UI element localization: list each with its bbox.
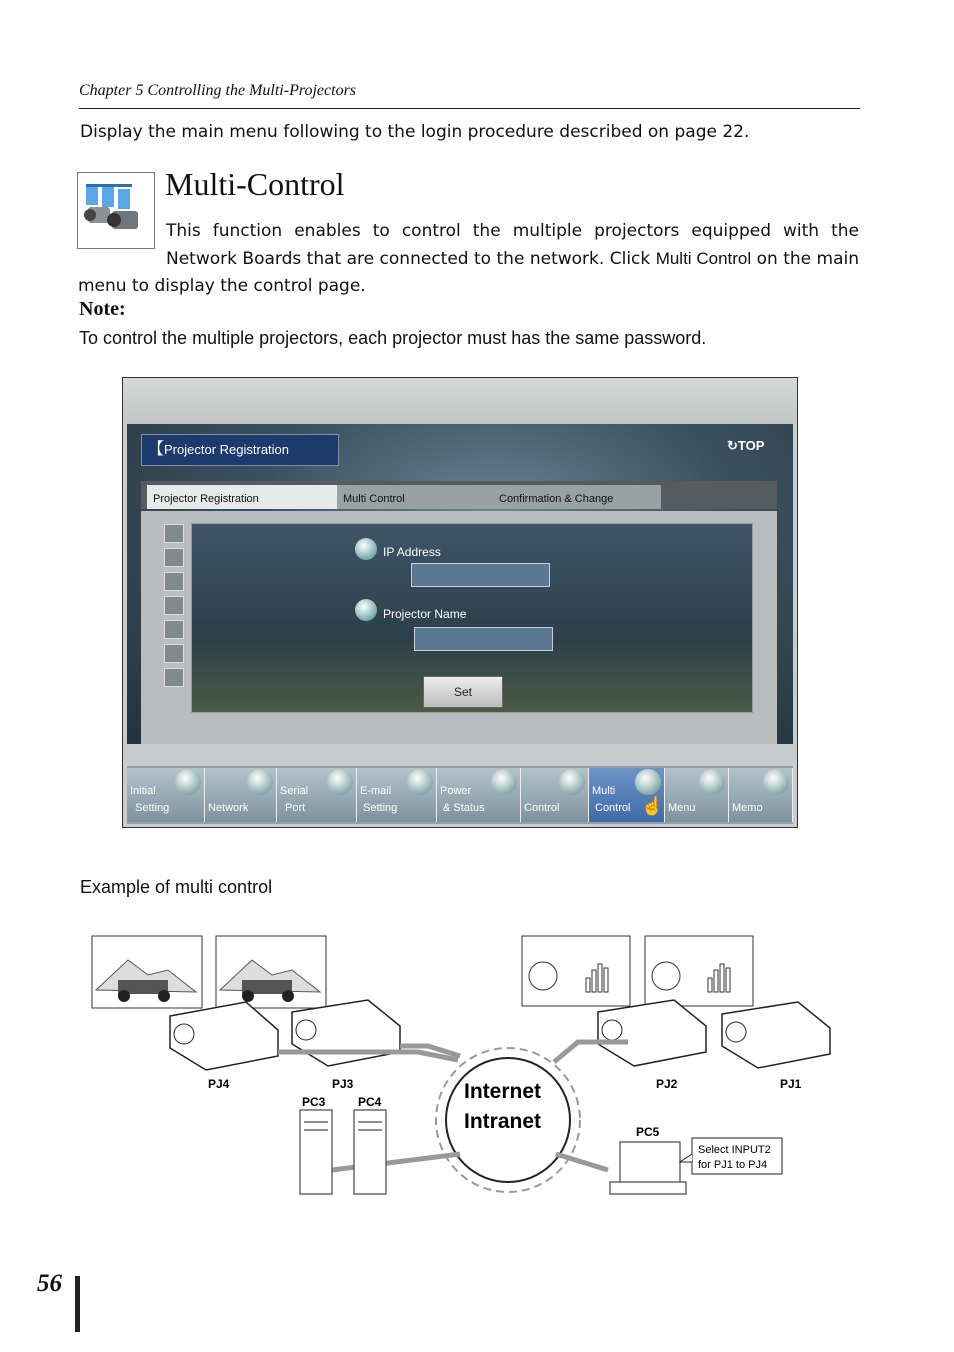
nav-control[interactable]: Control bbox=[521, 768, 589, 822]
projector-name-label: Projector Name bbox=[383, 607, 467, 621]
ip-address-label: IP Address bbox=[383, 545, 441, 559]
section-title: Multi-Control bbox=[165, 166, 345, 202]
checkbox[interactable] bbox=[164, 548, 184, 567]
refresh-icon: ↻ bbox=[727, 438, 738, 453]
label-internet: Internet bbox=[464, 1080, 542, 1103]
label-pc5: PC5 bbox=[636, 1125, 660, 1139]
menu-icon bbox=[559, 769, 585, 795]
intro-text: Display the main menu following to the login procedure described on page 22. bbox=[80, 122, 750, 142]
label-pj2: PJ2 bbox=[656, 1077, 678, 1091]
multi-control-link: Multi Control bbox=[655, 249, 752, 268]
header-rule bbox=[79, 108, 860, 109]
projector-pj2 bbox=[598, 1000, 706, 1066]
page-number-bar bbox=[75, 1276, 80, 1332]
label-pc4: PC4 bbox=[358, 1095, 382, 1109]
label-pc3: PC3 bbox=[302, 1095, 326, 1109]
screen-left-2 bbox=[216, 936, 326, 1008]
menu-icon bbox=[763, 769, 789, 795]
nav-serial-port[interactable]: Serial Port bbox=[277, 768, 357, 822]
nav-multi-control[interactable]: Multi Control ☝ bbox=[589, 768, 665, 822]
callout-line1: Select INPUT2 bbox=[698, 1144, 771, 1156]
screen-right-2 bbox=[645, 936, 753, 1006]
projector-icon bbox=[355, 599, 377, 621]
multi-control-diagram bbox=[88, 930, 838, 1200]
tab-bar bbox=[141, 481, 777, 509]
nav-email-setting[interactable]: E-mail Setting bbox=[357, 768, 437, 822]
menu-icon bbox=[699, 769, 725, 795]
section-paragraph: This function enables to control the multiple projectors equipped with the Network Boards that are connected to the network. Click Multi Control on the main menu to display the control page. bbox=[78, 221, 859, 296]
note-text: To control the multiple projectors, each projector must has the same password. bbox=[79, 328, 707, 348]
label-pj4: PJ4 bbox=[208, 1077, 230, 1091]
page-title-box: 【Projector Registration bbox=[141, 434, 339, 466]
ip-address-input[interactable] bbox=[411, 563, 550, 587]
checkbox[interactable] bbox=[164, 644, 184, 663]
tab-projector-registration[interactable]: Projector Registration bbox=[147, 485, 337, 509]
menu-icon bbox=[407, 769, 433, 795]
hand-cursor-icon: ☝ bbox=[641, 796, 664, 816]
screenshot-top-band bbox=[123, 378, 797, 424]
menu-icon bbox=[175, 769, 201, 795]
label-pj3: PJ3 bbox=[332, 1077, 354, 1091]
registration-panel bbox=[141, 511, 777, 744]
nav-menu[interactable]: Menu bbox=[665, 768, 729, 822]
screen-left-1 bbox=[92, 936, 202, 1008]
checkbox[interactable] bbox=[164, 668, 184, 687]
set-button[interactable]: Set bbox=[423, 676, 503, 708]
ui-screenshot bbox=[122, 377, 798, 828]
projector-pj3 bbox=[292, 1000, 400, 1066]
tab-confirmation-change[interactable]: Confirmation & Change bbox=[493, 485, 661, 509]
screen-right-1 bbox=[522, 936, 630, 1006]
pc5-laptop bbox=[610, 1142, 686, 1194]
projector-name-input[interactable] bbox=[414, 627, 553, 651]
top-button[interactable]: ↻TOP bbox=[727, 438, 765, 453]
nav-network[interactable]: Network bbox=[205, 768, 277, 822]
page-number: 56 bbox=[37, 1270, 62, 1297]
chapter-header: Chapter 5 Controlling the Multi-Projectors bbox=[79, 82, 357, 99]
projector-pj4 bbox=[170, 1002, 278, 1070]
pc4-tower bbox=[354, 1110, 386, 1194]
checkbox[interactable] bbox=[164, 524, 184, 543]
tab-multi-control[interactable]: Multi Control bbox=[337, 485, 493, 509]
menu-icon bbox=[247, 769, 273, 795]
checkbox[interactable] bbox=[164, 572, 184, 591]
nav-power-status[interactable]: Power & Status bbox=[437, 768, 521, 822]
label-intranet: Intranet bbox=[464, 1110, 542, 1133]
menu-icon bbox=[635, 769, 661, 795]
projector-pj1 bbox=[722, 1002, 830, 1068]
nav-memo[interactable]: Memo bbox=[729, 768, 793, 822]
menu-icon bbox=[491, 769, 517, 795]
ip-icon bbox=[355, 538, 377, 560]
note-heading: Note: bbox=[79, 298, 126, 320]
checkbox[interactable] bbox=[164, 620, 184, 639]
callout-line2: for PJ1 to PJ4 bbox=[698, 1159, 768, 1171]
pc3-tower bbox=[300, 1110, 332, 1194]
nav-initial-setting[interactable]: Initial Setting bbox=[127, 768, 205, 822]
main-menu-bar bbox=[127, 766, 793, 824]
label-pj1: PJ1 bbox=[780, 1077, 802, 1091]
checkbox[interactable] bbox=[164, 596, 184, 615]
menu-icon bbox=[327, 769, 353, 795]
example-caption: Example of multi control bbox=[80, 877, 273, 897]
